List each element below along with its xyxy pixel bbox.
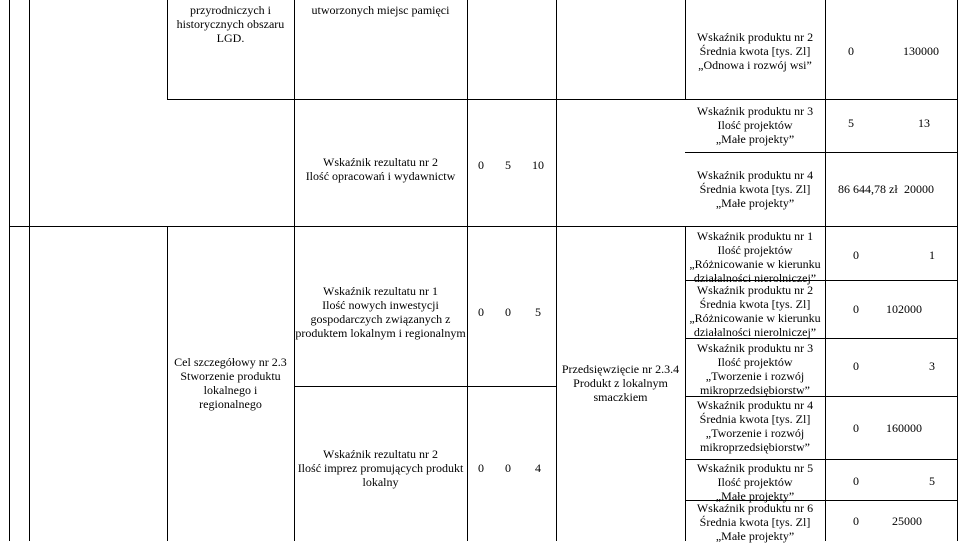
grid-line	[685, 152, 958, 153]
product-indicator-2-bottom	[685, 283, 825, 339]
text-line: smaczkiem	[593, 390, 648, 404]
value-start: 0	[853, 421, 859, 435]
goal-description-top	[167, 3, 294, 45]
text-line: Ilość opracowań i wydawnictw	[305, 169, 456, 183]
product-indicator-2-top	[685, 30, 825, 72]
text-line: lokalnego i	[203, 383, 258, 397]
text-line: gospodarczych związanych z	[310, 312, 451, 326]
text-line: „Odnowa i rozwój wsi”	[698, 58, 812, 72]
text-line: Wskaźnik rezultatu nr 2	[323, 447, 438, 461]
value-mid: 5	[505, 158, 511, 172]
text-line: Wskaźnik produktu nr 2	[696, 30, 814, 44]
text-line: Wskaźnik produktu nr 4	[696, 398, 814, 412]
text-line: Ilość projektów	[717, 243, 793, 257]
value-target: 4	[535, 461, 541, 475]
text-line: regionalnego	[199, 397, 262, 411]
value-base: 0	[478, 158, 484, 172]
result-indicator-1-bottom	[294, 284, 467, 340]
text-line: Wskaźnik produktu nr 4	[696, 168, 814, 182]
text-line: Ilość imprez promujących produkt	[297, 461, 464, 475]
text-line: działalności nierolniczej”	[693, 271, 817, 285]
product-indicator-6-bottom	[685, 501, 825, 543]
text-line: Ilość nowych inwestycji	[322, 298, 439, 312]
product-indicator-3-top	[685, 104, 825, 146]
text-line: „Tworzenie i rozwój	[705, 369, 805, 383]
value-target: 1	[929, 248, 935, 262]
goal-description-bottom	[167, 355, 294, 411]
text-line: Średnia kwota [tys. Zl]	[699, 182, 811, 196]
value-target: 5	[929, 474, 935, 488]
text-line: LGD.	[216, 31, 245, 45]
value-start: 0	[853, 514, 859, 528]
text-line: Ilość projektów	[717, 355, 793, 369]
text-line: Przedsięwzięcie nr 2.3.4	[561, 362, 680, 376]
text-line: Wskaźnik rezultatu nr 2	[323, 155, 438, 169]
product-indicator-3-bottom	[685, 341, 825, 397]
value-mid: 0	[505, 305, 511, 319]
text-line: przyrodniczych i	[190, 3, 271, 17]
product-indicator-4-bottom	[685, 398, 825, 454]
value-target: 3	[929, 359, 935, 373]
value-start: 0	[848, 44, 854, 58]
value-target: 160000	[886, 421, 922, 435]
value-start: 86 644,78 zł	[838, 182, 898, 196]
grid-line	[294, 386, 556, 387]
project-description	[556, 362, 685, 404]
text-line: Średnia kwota [tys. Zl]	[699, 412, 811, 426]
text-line: lokalny	[362, 475, 399, 489]
grid-line	[167, 99, 958, 100]
text-line: Wskaźnik produktu nr 1	[696, 229, 814, 243]
value-target: 130000	[903, 44, 939, 58]
product-indicator-1-bottom	[685, 229, 825, 285]
text-line: „Małe projekty”	[715, 132, 795, 146]
text-line: Wskaźnik produktu nr 3	[696, 104, 814, 118]
text-line: „Różnicowanie w kierunku	[689, 311, 821, 325]
text-line: Wskaźnik produktu nr 2	[696, 283, 814, 297]
grid-line	[9, 0, 10, 541]
text-line: Cel szczegółowy nr 2.3	[174, 355, 287, 369]
grid-line	[685, 459, 958, 460]
text-line: Wskaźnik rezultatu nr 1	[323, 284, 438, 298]
result-fragment-top	[294, 3, 467, 17]
text-line: Ilość projektów	[717, 118, 793, 132]
result-indicator-2-bottom	[294, 447, 467, 489]
value-start: 0	[853, 474, 859, 488]
text-line: „Małe projekty”	[715, 196, 795, 210]
text-line: historycznych obszaru	[176, 17, 285, 31]
text-line: utworzonych miejsc pamięci	[311, 3, 450, 17]
text-line: działalności nierolniczej”	[693, 325, 817, 339]
product-indicator-5-bottom	[685, 461, 825, 503]
value-target: 102000	[886, 302, 922, 316]
text-line: Średnia kwota [tys. Zl]	[699, 44, 811, 58]
text-line: Średnia kwota [tys. Zl]	[699, 515, 811, 529]
grid-line	[9, 226, 958, 227]
text-line: produktem lokalnym i regionalnym	[295, 326, 466, 340]
text-line: „Tworzenie i rozwój	[705, 426, 805, 440]
grid-line	[556, 0, 557, 541]
grid-line	[467, 0, 468, 541]
text-line: mikroprzedsiębiorstw”	[700, 440, 810, 454]
value-target: 20000	[904, 182, 934, 196]
value-target: 10	[532, 158, 544, 172]
value-base: 0	[478, 461, 484, 475]
product-indicator-4-top	[685, 168, 825, 210]
text-line: Średnia kwota [tys. Zl]	[699, 297, 811, 311]
text-line: Stworzenie produktu	[180, 369, 281, 383]
text-line: „Małe projekty”	[715, 529, 795, 543]
value-target: 5	[535, 305, 541, 319]
value-base: 0	[478, 305, 484, 319]
value-start: 5	[848, 116, 854, 130]
result-indicator-2-top	[294, 155, 467, 183]
text-line: „Różnicowanie w kierunku	[689, 257, 821, 271]
value-target: 13	[918, 116, 930, 130]
text-line: Wskaźnik produktu nr 5	[696, 461, 814, 475]
value-mid: 0	[505, 461, 511, 475]
text-line: Wskaźnik produktu nr 3	[696, 341, 814, 355]
text-line: Ilość projektów	[717, 475, 793, 489]
text-line: „Małe projekty”	[715, 489, 795, 503]
text-line: Wskaźnik produktu nr 6	[696, 501, 814, 515]
value-start: 0	[853, 359, 859, 373]
value-target: 25000	[892, 514, 922, 528]
value-start: 0	[853, 302, 859, 316]
grid-line	[29, 0, 30, 541]
text-line: mikroprzedsiębiorstw”	[700, 383, 810, 397]
value-start: 0	[853, 248, 859, 262]
text-line: Produkt z lokalnym	[573, 376, 668, 390]
